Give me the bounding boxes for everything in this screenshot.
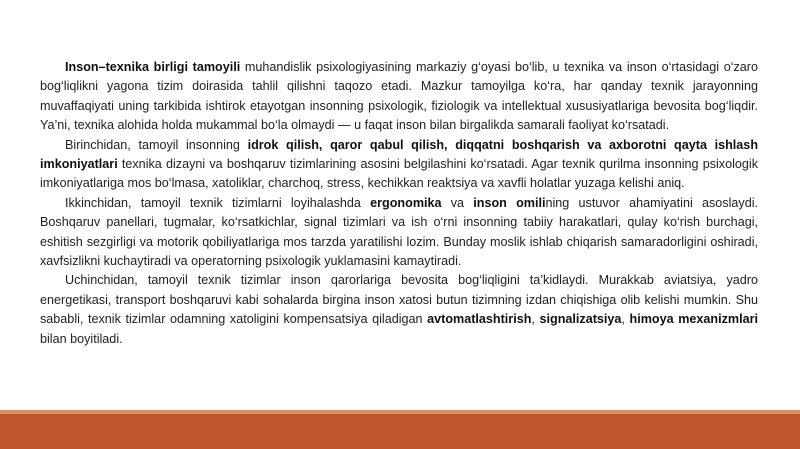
footer-bar [0, 414, 800, 449]
bold-term: idrok qilish, qaror qabul qilish, diqqatni boshqarish va axborotni qayta ishlash imkoniyatlari [40, 137, 759, 172]
bold-term: inson omili [473, 195, 546, 210]
paragraph-third [40, 271, 758, 349]
text-segment: Birinchidan, tamoyil insonning [65, 137, 248, 152]
text-segment: , [531, 312, 540, 327]
paragraph-second [40, 194, 758, 272]
text-segment: muhandislik psixologiyasining markaziy g‘oyasi bo‘lib, u texnika va inson o‘rtasidagi o‘zaro bog‘liqlikni yagona tizim doirasida tahlil qilishni taqozo etadi. Mazkur tamoyilga ko‘ra, har qanday texnik jarayonning muvaffaqiyati uning tarkibida ishtirok etayotgan insonning psixologik, fiziologik va intellektual xususiyatlariga bevosita bog‘liqdir. Ya’ni, texnika alohida holda mukammal bo‘la olmaydi — u faqat inson bilan birgalikda samarali faoliyat ko‘rsatadi. [40, 60, 758, 133]
text-segment: Ikkinchidan, tamoyil texnik tizimlarni loyihalashda [65, 195, 371, 210]
bold-term: himoya mexanizmlari [629, 312, 759, 327]
slide-body-text [40, 58, 758, 349]
text-segment: ning ustuvor ahamiyatini asoslaydi. Boshqaruv panellari, tugmalar, ko‘rsatkichlar, signal tizimlari va ish o‘rni insonning tabiiy harakatlari, qulay ko‘rish burchagi, eshitish sezgirligi va motorik qobiliyatlariga mos tarzda yaratilishi lozim. Bunday moslik ishlab chiqarish samaradorligini oshiradi, xavfsizlikni kuchaytiradi va operatorning psixologik yuklamasini kamaytiradi. [40, 195, 758, 269]
text-segment: texnika dizayni va boshqaruv tizimlarining asosini belgilashini ko‘rsatadi. Agar texnik qurilma insonning psixologik imkoniyatlariga mos bo‘lmasa, xatoliklar, charchoq, stress, kechikkan reaktsiya va xavfli holatlar yuzaga kelishi aniq. [40, 157, 758, 191]
text-segment: Uchinchidan, tamoyil texnik tizimlar inson qarorlariga bevosita bog‘liqligini ta’kidlaydi. Murakkab aviatsiya, yadro energetikasi, transport boshqaruvi kabi sohalarda birgina inson xatosi butun tizimning izdan chiqishiga olib kelishi mumkin. Shu sababli, texnik tizimlar odamning xatoligini kompensatsiya qiladigan [40, 273, 758, 327]
bold-term: signalizatsiya [539, 312, 622, 327]
bold-term: ergonomika [370, 195, 442, 210]
paragraph-first [40, 136, 758, 194]
bold-term: Inson–texnika birligi tamoyili [65, 60, 241, 74]
text-segment: va [441, 195, 474, 210]
text-segment: bilan boyitiladi. [40, 331, 123, 346]
bold-term: avtomatlashtirish [427, 312, 532, 327]
text-segment: , [621, 312, 630, 327]
paragraph-intro [40, 58, 758, 136]
